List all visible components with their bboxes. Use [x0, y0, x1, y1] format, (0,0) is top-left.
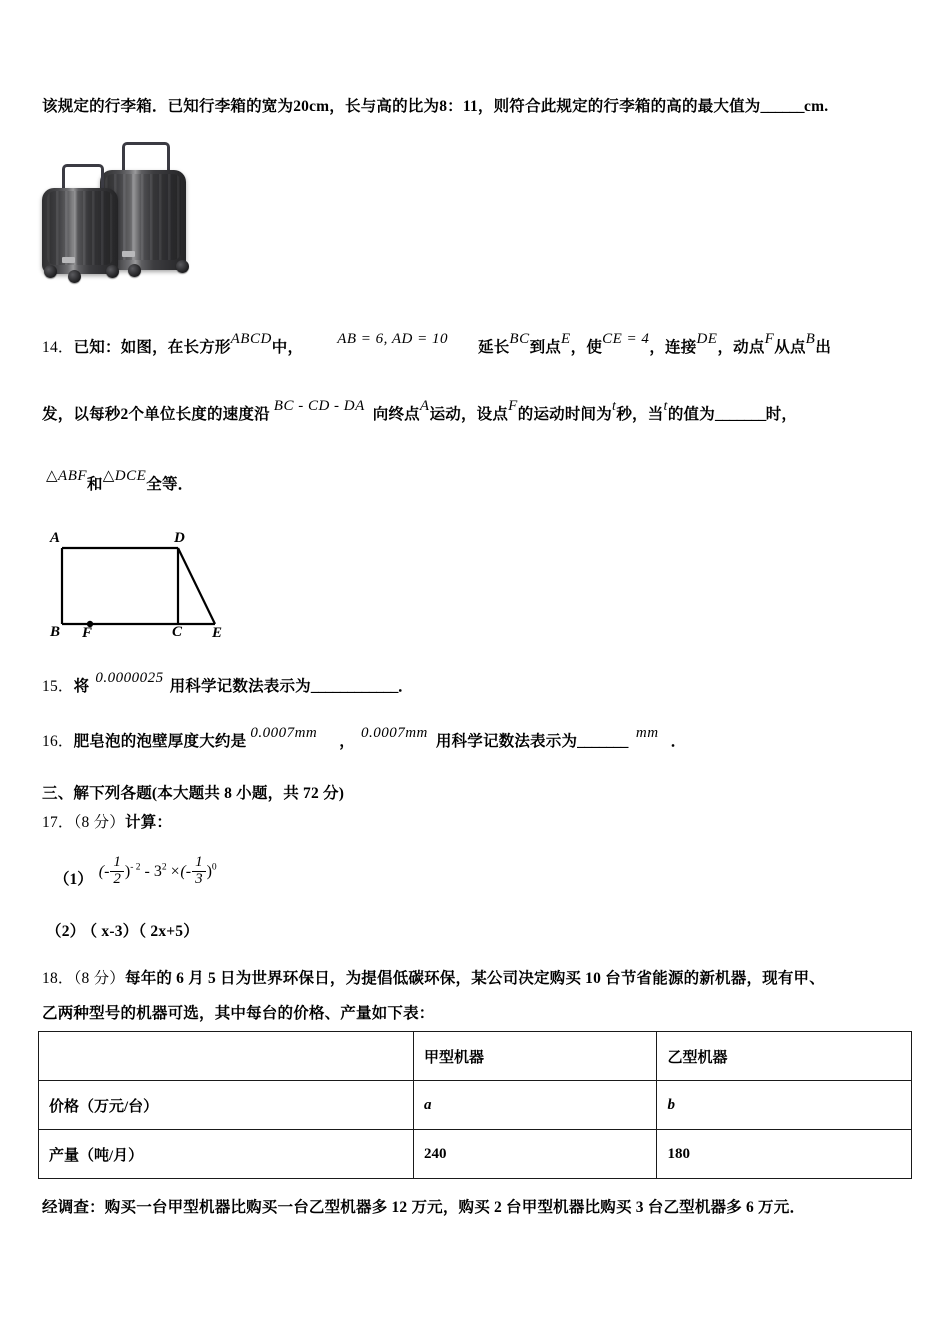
q14-var-t2: t — [663, 399, 668, 414]
table-row-price — [39, 1081, 912, 1130]
table-header-jia: 甲型机器 — [413, 1032, 656, 1081]
q17-sub2-expression: （ x-3）（ 2x+5） — [89, 923, 199, 940]
q14-l1-text-h: 从点 — [774, 339, 806, 356]
q14-var-t1: t — [611, 399, 617, 414]
q18-text-line-2: 乙两种型号的机器可选，其中每台的价格、产量如下表： — [42, 1005, 435, 1022]
suitcase-illustration — [38, 132, 208, 292]
q14-l2-text-a: 发，以每秒 — [42, 406, 121, 423]
fraction-numerator: 1 — [113, 854, 121, 870]
fraction-numerator: 1 — [195, 854, 203, 870]
table-row-label-price: 价格（万元/台） — [39, 1081, 414, 1130]
q15-period: ． — [397, 678, 414, 695]
table-row-output — [39, 1130, 912, 1179]
question-18-line-1 — [42, 968, 825, 990]
q17-three: 3 — [153, 862, 162, 880]
q13-period: . — [824, 98, 829, 115]
q16-value-1: 0.0007mm — [250, 725, 318, 741]
figure-label-C: C — [172, 624, 183, 640]
q18-note-text: 经调查：购买一台甲型机器比购买一台乙型机器多 12 万元，购买 2 台甲型机器比购买 3 台乙型机器多 6 万元． — [42, 1199, 806, 1216]
suitcase-small-wheel — [68, 270, 81, 283]
suitcase-large-wheel — [128, 264, 141, 277]
q13-text-b: ，长与高的比为 — [329, 98, 440, 115]
q13-ratio: 8：11 — [439, 98, 478, 115]
geometry-svg — [38, 520, 268, 645]
figure-label-B: B — [50, 624, 61, 640]
question-16 — [42, 725, 687, 753]
q15-value: 0.0000025 — [95, 670, 164, 686]
suitcase-small-wheel — [44, 265, 57, 278]
q15-number: 15． — [42, 678, 74, 695]
q17-exponent-2: 2 — [161, 862, 167, 873]
q17-number: 17． — [42, 814, 74, 831]
q13-text-a: 该规定的行李箱．已知行李箱的宽为 — [42, 98, 294, 115]
table-cell-price-yi: b — [667, 1096, 675, 1113]
q17-exponent-3: 0 — [211, 862, 217, 873]
fraction-one-third — [192, 855, 206, 888]
q17-sub2-label: （2） — [46, 923, 86, 940]
q14-l1-text-a: 已知：如图，在长方形 — [73, 339, 231, 356]
table-row-header — [39, 1032, 912, 1081]
q14-var-a: A — [419, 398, 430, 414]
q16-comma: ， — [339, 733, 355, 750]
figure-label-A: A — [50, 530, 61, 546]
question-17-sub-2 — [46, 921, 199, 943]
figure-label-F: F — [82, 625, 93, 641]
table-cell-price-jia: a — [423, 1096, 432, 1113]
q14-var-path: BC - CD - DA — [273, 398, 365, 414]
table-header-blank — [39, 1032, 414, 1081]
geometry-figure-rectangle-abcd — [38, 520, 268, 645]
q14-l1-text-d: 到点 — [529, 339, 561, 356]
q16-period: ． — [670, 733, 687, 750]
q14-l1-text-e: ，使 — [570, 339, 603, 356]
section-3-heading — [42, 783, 344, 805]
q17-minus: - — [144, 862, 150, 880]
q14-l2-text-e: 的运动时间为 — [517, 406, 612, 423]
question-14-line-1 — [42, 331, 832, 359]
q18-number: 18． — [42, 970, 74, 987]
q14-l1-text-i: 出 — [815, 339, 832, 356]
q17-score: （8 分） — [73, 814, 125, 831]
q16-value-2: 0.0007mm — [360, 725, 428, 741]
q17-times-open: ×(- — [169, 862, 192, 880]
q14-l2-text-c: 向终点 — [372, 406, 420, 423]
q17-exponent-1: - 2 — [130, 862, 141, 873]
fraction-denominator: 2 — [110, 871, 124, 888]
q13-text-c: ，则符合此规定的行李箱的高的最大值为 — [477, 98, 761, 115]
q14-var-b: B — [805, 331, 816, 347]
q14-var-abcd: ABCD — [230, 331, 272, 347]
question-18-note — [42, 1197, 805, 1219]
q15-text-b: 用科学记数法表示为 — [169, 678, 311, 695]
suitcase-large-tag — [122, 251, 135, 257]
q15-text-a: 将 — [73, 678, 90, 695]
question-18-line-2 — [42, 1003, 435, 1025]
q18-text-line-1: 每年的 6 月 5 日为世界环保日，为提倡低碳环保，某公司决定购买 10 台节省能源的新机器，现有甲、 — [125, 970, 825, 987]
q14-l1-text-f: ，连接 — [649, 339, 697, 356]
question-14-line-2 — [42, 398, 798, 427]
q13-answer-blank[interactable]: ______ — [760, 98, 805, 115]
q14-l3-text-a: 和 — [87, 476, 103, 493]
q14-number: 14． — [42, 339, 74, 356]
q14-l1-text-c: 延长 — [478, 339, 510, 356]
q17-sub1-expression — [98, 854, 217, 887]
figure-label-D: D — [174, 530, 185, 546]
table-cell-output-yi: 180 — [657, 1130, 912, 1179]
q14-l1-text-b: 中， — [271, 339, 304, 356]
q14-l3-text-b: 全等． — [146, 476, 194, 493]
figure-label-E: E — [212, 625, 223, 641]
suitcase-large-wheel — [176, 260, 189, 273]
suitcase-small-tag — [62, 257, 75, 263]
table-header-yi: 乙型机器 — [657, 1032, 912, 1081]
q16-text-a: 肥皂泡的泡壁厚度大约是 — [73, 733, 247, 750]
q14-var-bc: BC — [509, 331, 530, 347]
suitcase-small-wheel — [106, 265, 119, 278]
section-3-heading-text: 三、解下列各题(本大题共 8 小题，共 72 分) — [42, 785, 345, 802]
q14-triangle-dce: △DCE — [102, 468, 147, 484]
q15-answer-blank[interactable]: ____________ — [310, 678, 398, 695]
q16-answer-blank[interactable]: _______ — [577, 733, 628, 750]
question-15 — [42, 670, 414, 698]
q14-var-f2: F — [508, 398, 518, 414]
q16-text-b: 用科学记数法表示为 — [435, 733, 578, 750]
question-17-prompt — [42, 812, 172, 834]
q17-open-paren: (- — [98, 862, 110, 880]
q14-var-ab-ad: AB = 6, AD = 10 — [337, 331, 448, 347]
q14-answer-blank[interactable]: _______ — [714, 406, 766, 423]
q17-close-paren-1: ) — [124, 862, 131, 880]
q14-l2-text-b: 个单位长度的速度沿 — [128, 406, 270, 423]
question-13-tail — [42, 96, 828, 118]
suitcase-small-ribs — [47, 191, 114, 265]
q14-l1-text-g: ，动点 — [717, 339, 765, 356]
q14-var-de: DE — [696, 331, 718, 347]
q17-sub1-label: （1） — [54, 870, 93, 888]
q14-speed-value: 2 — [120, 406, 129, 423]
segment-DE — [178, 548, 215, 624]
q13-width-value: 20cm — [293, 98, 330, 115]
q16-number: 16． — [42, 733, 74, 750]
fraction-denominator: 3 — [192, 871, 206, 888]
q16-unit: mm — [635, 725, 659, 741]
q14-var-f: F — [764, 331, 775, 347]
q18-score: （8 分） — [73, 970, 125, 987]
q14-triangle-abf: △ABF — [46, 468, 88, 484]
q14-l2-text-h: 时， — [765, 406, 798, 423]
machine-comparison-table — [38, 1031, 912, 1179]
question-14-line-3 — [46, 468, 194, 496]
q17-close-paren-2: ) — [206, 862, 212, 880]
q14-l2-text-g: 的值为 — [667, 406, 715, 423]
q14-l2-text-f: 秒，当 — [616, 406, 664, 423]
q17-prompt-text: 计算： — [125, 814, 173, 831]
table-cell-output-jia: 240 — [413, 1130, 656, 1179]
table-row-label-output: 产量（吨/月） — [39, 1130, 414, 1179]
fraction-one-half — [110, 855, 124, 888]
q14-var-ce: CE = 4 — [602, 331, 650, 347]
suitcase-small — [42, 188, 118, 274]
q14-l2-text-d: 运动，设点 — [429, 406, 509, 423]
question-17-sub-1 — [54, 855, 217, 888]
q13-unit: cm — [804, 98, 825, 115]
q14-var-e: E — [560, 331, 571, 347]
